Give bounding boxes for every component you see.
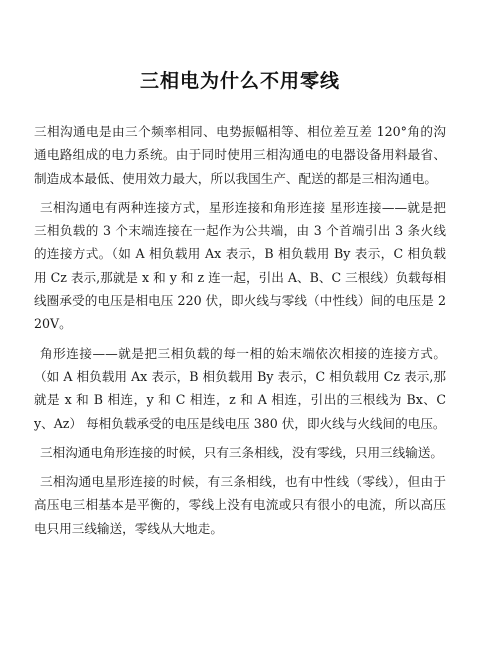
paragraph-delta-connection: 角形连接——就是把三相负载的每一相的始末端依次相接的连接方式。（如 A 相负载用 Ax 表示，B 相负载用 By 表示，C 相负载用 Cz 表示,那就是 x 和 B 相连，y 和 C 相连，z 和 A 相连，引出的三根线为 Bx、Cy、Az） 每相负载承受的电压是线电压 380 伏，即火线与火线间的电压。 <box>34 345 446 431</box>
document-title: 三相电为什么不用零线 <box>139 70 340 92</box>
paragraph-star-wiring: 三相沟通电星形连接的时候，有三条相线，也有中性线（零线），但由于高压电三相基本是平衡的，零线上没有电流或只有很小的电流，所以高压电只用三线输送，零线从大地走。 <box>34 474 446 536</box>
paragraph-star-connection: 三相沟通电有两种连接方式，星形连接和角形连接 星形连接——就是把三相负载的 3 个末端连接在一起作为公共端，由 3 个首端引出 3 条火线的连接方式。（如 A 相负载用 Ax 表示，B 相负载用 By 表示，C 相负载用 Cz 表示,那就是 x 和 y 和 z 连一起，引出 A、B、C 三根线）负载每相线圈承受的电压是相电压 220 伏，即火线与零线（中性线）间的电压是 220V。 <box>34 199 446 332</box>
paragraph-delta-wiring: 三相沟通电角形连接的时候，只有三条相线，没有零线，只用三线输送。 <box>40 444 443 460</box>
paragraph-intro: 三相沟通电是由三个频率相同、电势振幅相等、相位差互差 120°角的沟通电路组成的电力系统。由于同时使用三相沟通电的电器设备用料最省、制造成本最低、使用效力最大，所以我国生产、配送的都是三相沟通电。 <box>34 124 446 186</box>
